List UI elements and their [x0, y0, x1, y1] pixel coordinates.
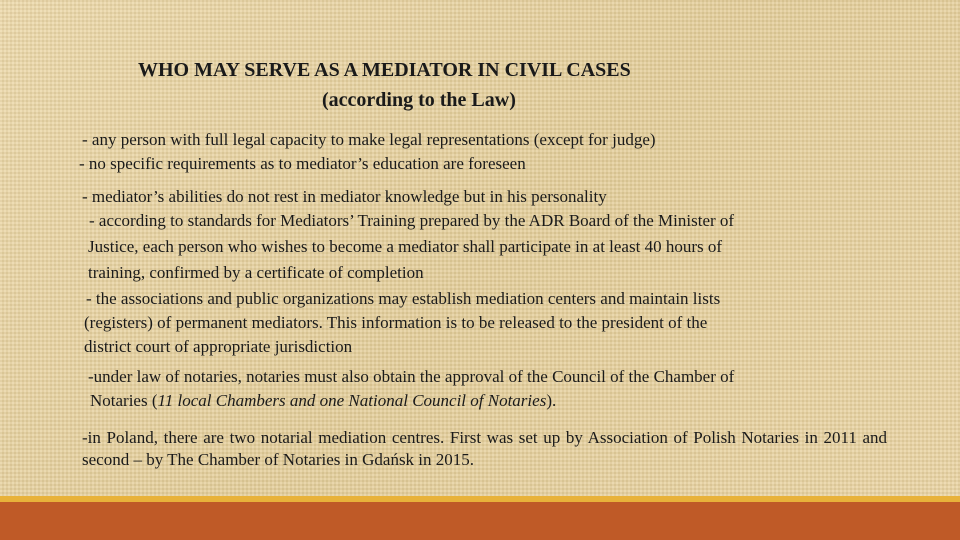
- notaries-italic-note: 11 local Chambers and one National Council of Notaries: [157, 391, 547, 410]
- bullet-training-standards-l2: Justice, each person who wishes to become a mediator shall participate in at least 40 hours of: [88, 237, 723, 256]
- bullet-training-standards-l1: - according to standards for Mediators’ Training prepared by the ADR Board of the Minister of: [89, 211, 735, 230]
- bullet-mediation-centers-l1: - the associations and public organizations may establish mediation centers and maintain lists: [86, 289, 721, 308]
- bullet-legal-capacity: - any person with full legal capacity to make legal representations (except for judge): [82, 130, 656, 149]
- bullet-mediation-centers-l3: district court of appropriate jurisdiction: [84, 337, 353, 356]
- bullet-abilities-personality: - mediator’s abilities do not rest in mediator knowledge but in his personality: [82, 187, 607, 206]
- bullet-notaries-law-l2: [90, 390, 556, 412]
- bottom-accent-band: [0, 502, 960, 540]
- bullet-mediation-centers-l2: (registers) of permanent mediators. This information is to be released to the president of the: [84, 313, 708, 332]
- notaries-text-b: ).: [546, 391, 557, 410]
- bullet-no-education-requirements: - no specific requirements as to mediator’s education are foreseen: [79, 154, 526, 173]
- bullet-training-standards-l3: training, confirmed by a certificate of completion: [88, 263, 424, 282]
- notaries-text-a: Notaries (: [90, 391, 158, 410]
- paragraph-poland-centres: -in Poland, there are two notarial mediation centres. First was set up by Association of Polish Notaries in 2011 and second – by The Chamber of Notaries in Gdańsk in 2015.: [82, 428, 887, 469]
- slide-title: WHO MAY SERVE AS A MEDIATOR IN CIVIL CASES: [138, 59, 631, 81]
- slide-subtitle: (according to the Law): [322, 89, 516, 111]
- bullet-notaries-law-l1: -under law of notaries, notaries must also obtain the approval of the Council of the Chamber of: [88, 367, 735, 386]
